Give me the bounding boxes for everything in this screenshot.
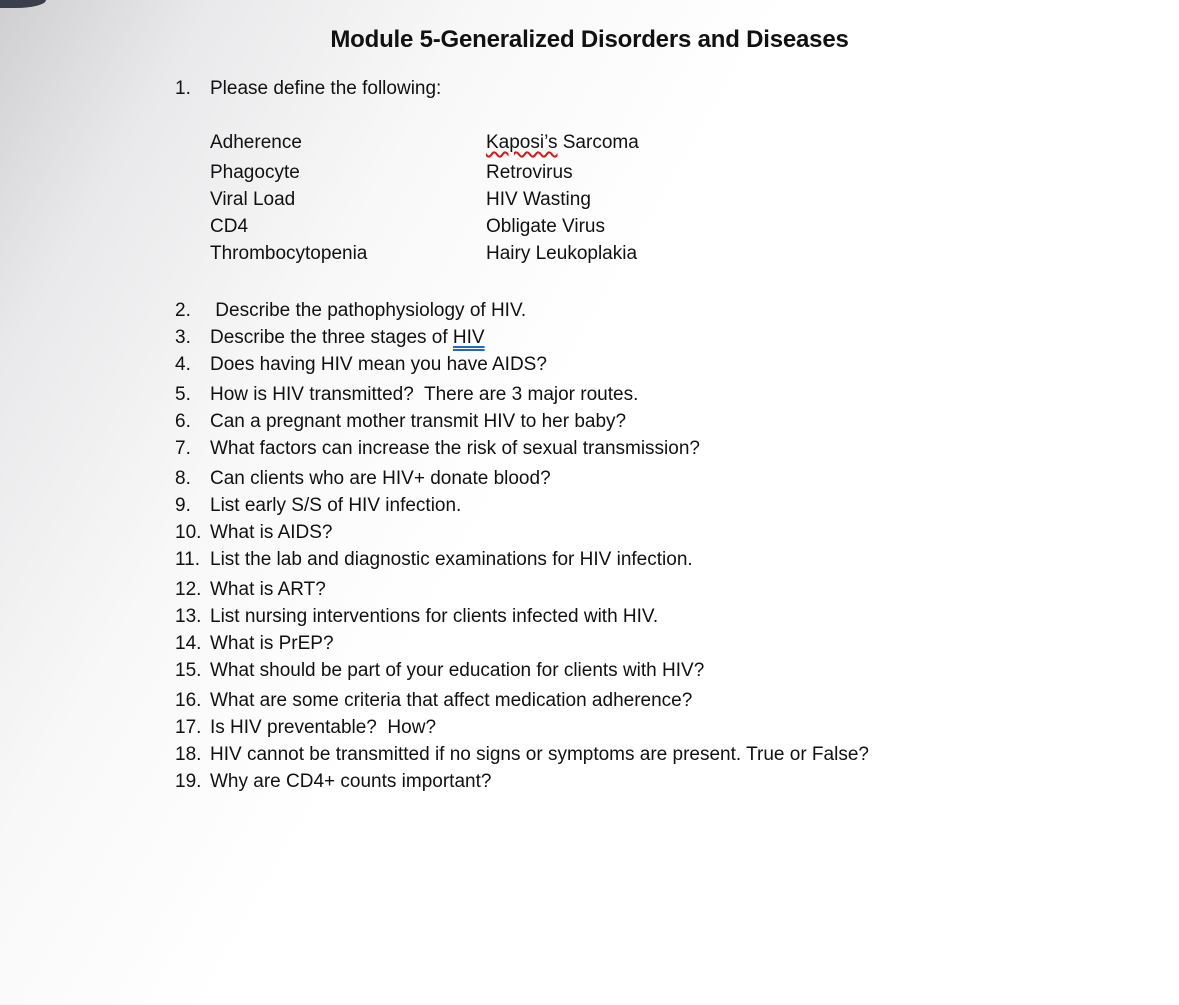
question-text: How is HIV transmitted? There are 3 major routes. <box>210 384 639 405</box>
grammar-error-marker[interactable]: HIV <box>452 327 485 348</box>
page-title: Module 5-Generalized Disorders and Diseases <box>330 26 849 53</box>
question-number: 6. <box>175 411 191 432</box>
question-text: Is HIV preventable? How? <box>210 717 437 738</box>
question-text: List early S/S of HIV infection. <box>210 495 462 516</box>
term-hairy-leukoplakia: Hairy Leukoplakia <box>486 243 638 264</box>
question-number: 3. <box>175 327 191 348</box>
question-number: 19. <box>175 771 202 792</box>
question-number: 10. <box>175 522 202 543</box>
question-number: 11. <box>175 549 201 570</box>
question-text: Why are CD4+ counts important? <box>210 771 492 792</box>
question-1 <box>175 77 441 101</box>
question-text: Please define the following: <box>210 78 442 99</box>
term-hiv-wasting: HIV Wasting <box>486 189 591 210</box>
term-retrovirus: Retrovirus <box>486 162 573 183</box>
question-4 <box>175 353 547 377</box>
question-text: Describe the three stages of <box>210 327 453 348</box>
question-number: 14. <box>175 633 202 654</box>
question-text: Does having HIV mean you have AIDS? <box>210 354 547 375</box>
term-kaposis-sarcoma <box>486 131 639 155</box>
question-7 <box>175 437 700 461</box>
term-phagocyte: Phagocyte <box>210 162 300 183</box>
question-text: What is ART? <box>210 579 326 600</box>
spelling-error-marker[interactable]: Kaposi’s <box>486 132 558 153</box>
term-adherence: Adherence <box>210 132 302 153</box>
question-13 <box>175 605 658 629</box>
question-number: 17. <box>175 717 202 738</box>
question-text: What factors can increase the risk of sexual transmission? <box>210 438 700 459</box>
question-number: 7. <box>175 438 191 459</box>
question-8 <box>175 467 551 491</box>
question-2 <box>175 299 526 323</box>
question-15 <box>175 659 704 683</box>
question-text: What is PrEP? <box>210 633 334 654</box>
question-9 <box>175 494 461 518</box>
question-text: List the lab and diagnostic examinations for HIV infection. <box>210 549 693 570</box>
question-5 <box>175 383 638 407</box>
term-thrombocytopenia: Thrombocytopenia <box>210 243 368 264</box>
question-text: Describe the pathophysiology of HIV. <box>210 300 527 321</box>
question-17 <box>175 716 436 740</box>
question-12 <box>175 578 326 602</box>
question-number: 2. <box>175 300 191 321</box>
term-obligate-virus: Obligate Virus <box>486 216 605 237</box>
question-number: 4. <box>175 354 191 375</box>
term-viral-load: Viral Load <box>210 189 296 210</box>
question-text: What are some criteria that affect medication adherence? <box>210 690 693 711</box>
question-text: HIV cannot be transmitted if no signs or symptoms are present. True or False? <box>210 744 869 765</box>
question-6 <box>175 410 626 434</box>
question-text: What should be part of your education for clients with HIV? <box>210 660 705 681</box>
question-16 <box>175 689 692 713</box>
question-text: List nursing interventions for clients infected with HIV. <box>210 606 659 627</box>
question-14 <box>175 632 334 656</box>
question-number: 12. <box>175 579 202 600</box>
question-text: Can a pregnant mother transmit HIV to her baby? <box>210 411 627 432</box>
question-number: 16. <box>175 690 202 711</box>
question-number: 9. <box>175 495 191 516</box>
question-11 <box>175 548 693 572</box>
question-number: 13. <box>175 606 202 627</box>
question-number: 8. <box>175 468 191 489</box>
question-19 <box>175 770 491 794</box>
question-text: What is AIDS? <box>210 522 333 543</box>
question-number: 5. <box>175 384 191 405</box>
question-number: 15. <box>175 660 202 681</box>
term-text: Sarcoma <box>557 132 639 153</box>
question-10 <box>175 521 333 545</box>
question-text: Can clients who are HIV+ donate blood? <box>210 468 551 489</box>
question-number: 1. <box>175 78 191 99</box>
question-number: 18. <box>175 744 202 765</box>
question-3 <box>175 326 485 350</box>
term-cd4: CD4 <box>210 216 249 237</box>
question-18 <box>175 743 869 767</box>
